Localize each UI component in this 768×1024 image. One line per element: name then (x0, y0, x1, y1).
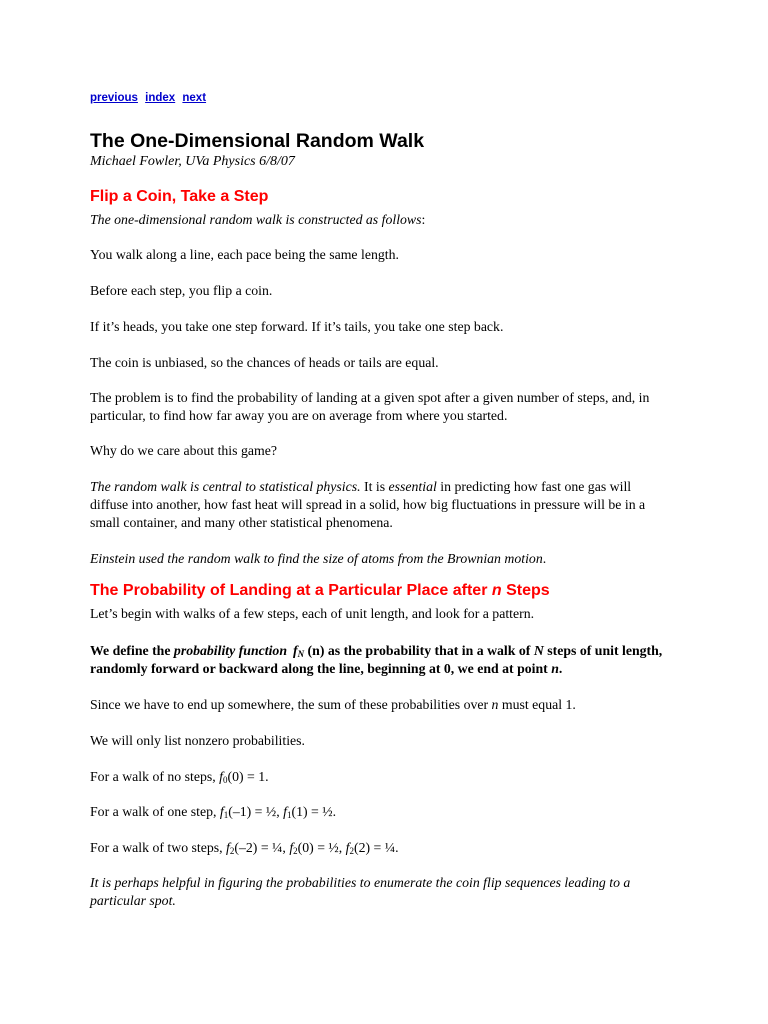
paragraph-enumerate-sequences: It is perhaps helpful in figuring the probabilities to enumerate the coin flip sequences leading to a particular spot. (90, 875, 631, 908)
central-physics-text: It is (360, 479, 389, 494)
heading-landing-steps: Steps (501, 582, 550, 599)
intro-colon: : (421, 212, 426, 227)
def-rest: steps of unit length, randomly forward or backward along the line, beginning at 0, we end at point (90, 643, 663, 676)
next-link[interactable]: next (182, 92, 207, 104)
sub-0: 0 (222, 775, 228, 785)
sub-1: 1 (223, 810, 229, 820)
paragraph-no-steps (90, 768, 680, 786)
paragraph-nonzero: We will only list nonzero probabilities. (90, 733, 306, 748)
paragraph-sum-probabilities (90, 696, 680, 714)
one-step-value-b: (1) = ½. (291, 804, 337, 819)
intro-paragraph (90, 211, 680, 229)
f-symbol: f (226, 840, 230, 855)
def-N: N (533, 643, 544, 658)
one-step-text: For a walk of one step, (90, 804, 220, 819)
paragraph-definition (90, 642, 665, 678)
paragraph-flip-coin: Before each step, you flip a coin. (90, 283, 273, 298)
sum-text: Since we have to end up somewhere, the sum of these probabilities over (90, 697, 492, 712)
no-steps-text: For a walk of no steps, (90, 769, 220, 784)
sub-2: 2 (293, 846, 298, 856)
def-n: n (551, 661, 559, 676)
nav-links (90, 92, 210, 104)
section-heading-probability-landing (90, 582, 550, 600)
index-link[interactable]: index (145, 92, 176, 104)
paragraph-problem: The problem is to find the probability of landing at a given spot after a given number of steps, and, in particular, to find how far away you are on average from where you started. (90, 390, 650, 423)
def-f: f (293, 643, 298, 658)
f-symbol: f (283, 804, 288, 819)
two-steps-value-c: (2) = ¼. (354, 840, 399, 855)
def-period: . (558, 661, 563, 676)
einstein-italic: Einstein used the random walk to find the size of atoms from the Brownian motion (90, 551, 543, 566)
two-steps-value-b: (0) = ½, (297, 840, 346, 855)
essential-italic: essential (388, 479, 437, 494)
def-probability-function: probability function (173, 643, 287, 658)
intro-text: The one-dimensional random walk is constructed as follows (90, 212, 422, 227)
paragraph-central-physics (90, 478, 665, 532)
sub-2: 2 (349, 846, 355, 856)
sub-1: 1 (287, 810, 292, 820)
page-title: The One-Dimensional Random Walk (90, 130, 425, 152)
def-sub-n: N (297, 649, 305, 659)
f-symbol: f (219, 804, 224, 819)
paragraph-why-care: Why do we care about this game? (90, 443, 277, 458)
no-steps-value: (0) = 1. (227, 769, 269, 784)
central-physics-italic: The random walk is central to statistical physics. (90, 479, 361, 494)
paragraph-two-steps (90, 839, 680, 857)
section-heading-flip-coin: Flip a Coin, Take a Step (90, 188, 269, 205)
author-line: Michael Fowler, UVa Physics 6/8/07 (90, 154, 295, 169)
einstein-period: . (542, 551, 547, 566)
sum-rest: must equal 1. (498, 697, 576, 712)
heading-landing-n: n (491, 582, 502, 599)
paragraph-one-step (90, 803, 680, 821)
sum-n: n (491, 697, 499, 712)
heading-landing-text: The Probability of Landing at a Particular Place after (90, 582, 492, 599)
def-arg: (n) (304, 643, 325, 658)
one-step-value-a: (–1) = ½, (228, 804, 284, 819)
paragraph-walk-line: You walk along a line, each pace being the same length. (90, 247, 399, 262)
paragraph-unbiased: The coin is unbiased, so the chances of heads or tails are equal. (90, 355, 439, 370)
f-symbol: f (345, 840, 350, 855)
previous-link[interactable]: previous (90, 92, 138, 104)
def-middle: as the probability that in a walk of (324, 643, 534, 658)
f-symbol: f (289, 840, 294, 855)
paragraph-heads-tails: If it’s heads, you take one step forward. If it’s tails, you take one step back. (90, 319, 504, 334)
paragraph-einstein (90, 550, 680, 568)
def-lead: We define the (90, 643, 174, 658)
two-steps-value-a: (–2) = ¼, (234, 840, 290, 855)
central-physics-rest: in predicting how fast one gas will diffuse into another, how fast heat will spread in a solid, how big fluctuations in pressure will be in a small container, and many other statistical phenomena. (90, 479, 646, 530)
two-steps-text: For a walk of two steps, (90, 840, 227, 855)
f-symbol: f (219, 769, 223, 784)
sub-2: 2 (229, 846, 235, 856)
paragraph-begin-walks: Let’s begin with walks of a few steps, each of unit length, and look for a pattern. (90, 606, 535, 621)
